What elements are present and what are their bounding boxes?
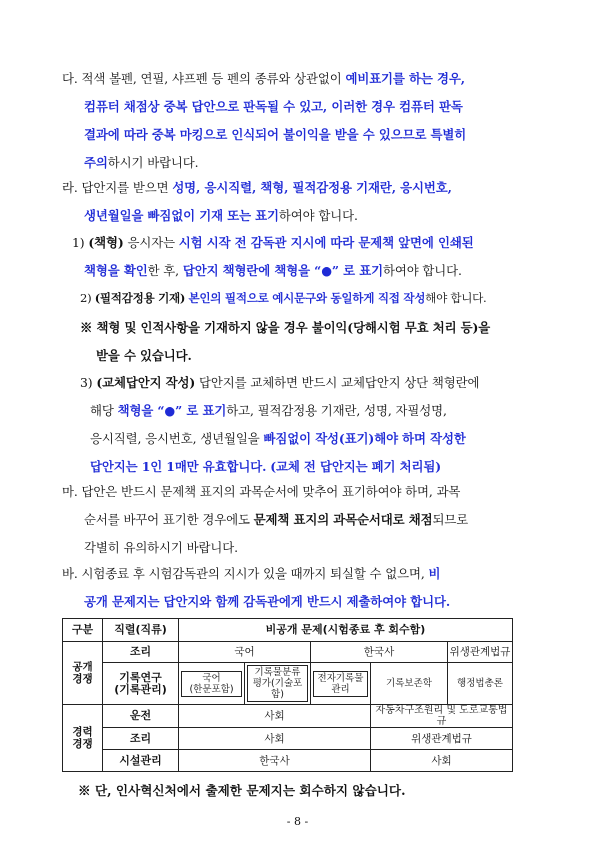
subject-cell: 한국사 bbox=[179, 750, 371, 772]
subitem-3 bbox=[80, 369, 479, 481]
bold-label: (책형) bbox=[88, 235, 124, 250]
table-header-row bbox=[63, 619, 513, 642]
subject-box: 기록물분류 평가(기술포함) bbox=[247, 665, 308, 702]
subject-cell: 한국사 bbox=[311, 642, 448, 663]
item-ba bbox=[62, 560, 450, 616]
subject-cell bbox=[179, 663, 245, 705]
header-role: 직렬(직류) bbox=[103, 619, 179, 642]
subject-cell: 기록보존학 bbox=[371, 663, 448, 705]
highlight-text: 생년월일을 빠짐없이 기재 또는 표기 bbox=[84, 208, 279, 223]
subitem-2-line1 bbox=[80, 284, 486, 312]
highlight-text: 시험 시작 전 감독관 지시에 따라 문제책 앞면에 인쇄된 bbox=[178, 235, 474, 250]
table-row bbox=[63, 750, 513, 772]
header-section: 구분 bbox=[63, 619, 103, 642]
highlight-text: 답안지 책형란에 책형을 “●” 로 표기 bbox=[182, 263, 383, 278]
highlight-text: 빠짐없이 작성(표기)해야 하며 작성한 bbox=[263, 431, 466, 446]
text: 하여야 합니다. bbox=[382, 263, 462, 278]
subject-cell: 행정법총론 bbox=[448, 663, 513, 705]
subject-cell: 국어 bbox=[179, 642, 311, 663]
warning-line2: 받을 수 있습니다. bbox=[96, 348, 192, 363]
role-cell: 기록연구 (기록관리) bbox=[103, 663, 179, 705]
table-row bbox=[63, 642, 513, 663]
highlight-text: 주의 bbox=[84, 155, 108, 170]
subject-cell bbox=[311, 663, 371, 705]
item-ma-line2 bbox=[62, 506, 468, 534]
text: 되므로 bbox=[432, 512, 469, 527]
subject-box: 국어 (한문포함) bbox=[181, 671, 242, 697]
text: 3) bbox=[80, 375, 97, 390]
bold-text: 문제책 표지의 과목순서대로 채점 bbox=[253, 512, 433, 527]
text: 한 후, bbox=[147, 263, 183, 278]
text: 응시직렬, 응시번호, 생년월일을 bbox=[90, 431, 264, 446]
highlight-text: 책형을 “●” 로 표기 bbox=[117, 403, 227, 418]
subject-cell: 사회 bbox=[371, 750, 513, 772]
highlight-text: (교체 전 답안지는 폐기 처리됨) bbox=[270, 459, 441, 474]
role-cell: 운전 bbox=[103, 705, 179, 728]
highlight-text: 본인의 필적으로 예시문구와 동일하게 직접 작성 bbox=[188, 291, 426, 305]
page-number: - 8 - bbox=[286, 815, 309, 828]
item-da-line2: 컴퓨터 채점상 중복 답안으로 판독될 수 있고, 이러한 경우 컴퓨터 판독 bbox=[84, 99, 463, 114]
subject-cell: 사회 bbox=[179, 728, 371, 750]
item-ra-line1 bbox=[62, 174, 452, 202]
item-ra-line2 bbox=[62, 202, 452, 230]
exam-subject-table bbox=[62, 618, 513, 772]
table-row bbox=[63, 728, 513, 750]
role-cell: 조리 bbox=[103, 728, 179, 750]
text: 하시기 바랍니다. bbox=[107, 155, 199, 170]
subject-cell: 위생관계법규 bbox=[371, 728, 513, 750]
subject-cell: 자동차구조원리 및 도로교통법규 bbox=[371, 705, 513, 728]
subitem-1-line1 bbox=[72, 229, 474, 257]
item-da-line4 bbox=[62, 149, 466, 177]
subitem-2 bbox=[80, 284, 486, 312]
item-da bbox=[62, 65, 466, 177]
text: 라. 답안지를 받으면 bbox=[62, 180, 173, 195]
subject-cell bbox=[245, 663, 311, 705]
item-ba-line2: 공개 문제지는 답안지와 함께 감독관에게 반드시 제출하여야 합니다. bbox=[84, 594, 451, 609]
subitem-3-line2 bbox=[80, 397, 479, 425]
highlight-text: 예비표기를 하는 경우, bbox=[345, 71, 465, 86]
item-ma-line3: 각별히 유의하시기 바랍니다. bbox=[84, 540, 238, 555]
highlight-text: 성명, 응시직렬, 책형, 필적감정용 기재란, 응시번호, bbox=[172, 180, 452, 195]
group-open-competition: 공개 경쟁 bbox=[63, 642, 103, 705]
bold-label: (필적감정용 기재) bbox=[94, 291, 186, 305]
subitem-1-line2 bbox=[72, 257, 474, 285]
warning-line1: ※ 책형 및 인적사항을 기재하지 않을 경우 불이익(당해시험 무효 처리 등)을 bbox=[80, 320, 491, 335]
subitem-3-line1 bbox=[80, 369, 479, 397]
text: 해야 합니다. bbox=[425, 291, 487, 305]
text: 답안지를 교체하면 반드시 교체답안지 상단 책형란에 bbox=[195, 375, 480, 390]
text: 1) bbox=[72, 235, 89, 250]
text: 하고, 필적감정용 기재란, 성명, 자필성명, bbox=[226, 403, 447, 418]
role-cell: 시설관리 bbox=[103, 750, 179, 772]
text: 해당 bbox=[90, 403, 118, 418]
text: 순서를 바꾸어 표기한 경우에도 bbox=[84, 512, 254, 527]
text: 2) bbox=[80, 291, 95, 305]
text: 응시자는 bbox=[123, 235, 179, 250]
item-ma bbox=[62, 478, 468, 562]
table-row bbox=[63, 663, 513, 705]
subject-cell: 위생관계법규 bbox=[448, 642, 513, 663]
bold-label: (교체답안지 작성) bbox=[96, 375, 196, 390]
item-ma-line1: 마. 답안은 반드시 문제책 표지의 과목순서에 맞추어 표기하여야 하며, 과목 bbox=[62, 484, 461, 499]
subitem-3-line4 bbox=[80, 453, 479, 481]
subitem-1 bbox=[72, 229, 474, 285]
text: 바. 시험종료 후 시험감독관의 지시가 있을 때까지 퇴실할 수 없으며, bbox=[62, 566, 429, 581]
item-da-line1 bbox=[62, 65, 466, 93]
header-nonpublic: 비공개 문제(시험종료 후 회수함) bbox=[179, 619, 513, 642]
table-row bbox=[63, 705, 513, 728]
item-ba-line1 bbox=[62, 560, 450, 588]
role-cell: 조리 bbox=[103, 642, 179, 663]
highlight-text: 책형을 확인 bbox=[84, 263, 148, 278]
text: 다. 적색 볼펜, 연필, 샤프펜 등 펜의 종류와 상관없이 bbox=[62, 71, 346, 86]
subject-box: 전자기록물 관리 bbox=[313, 671, 368, 697]
group-career-competition: 경력 경쟁 bbox=[63, 705, 103, 772]
subject-cell: 사회 bbox=[179, 705, 371, 728]
item-da-line3: 결과에 따라 중복 마킹으로 인식되어 불이익을 받을 수 있으므로 특별히 bbox=[84, 127, 467, 142]
item-ra bbox=[62, 174, 452, 230]
warning-note bbox=[80, 314, 490, 370]
text: 하여야 합니다. bbox=[278, 208, 358, 223]
bottom-note: ※ 단, 인사혁신처에서 출제한 문제지는 회수하지 않습니다. bbox=[78, 783, 406, 798]
highlight-text: 비 bbox=[428, 566, 441, 581]
highlight-text: 답안지는 1인 1매만 유효합니다. bbox=[90, 459, 267, 474]
subitem-3-line3 bbox=[80, 425, 479, 453]
